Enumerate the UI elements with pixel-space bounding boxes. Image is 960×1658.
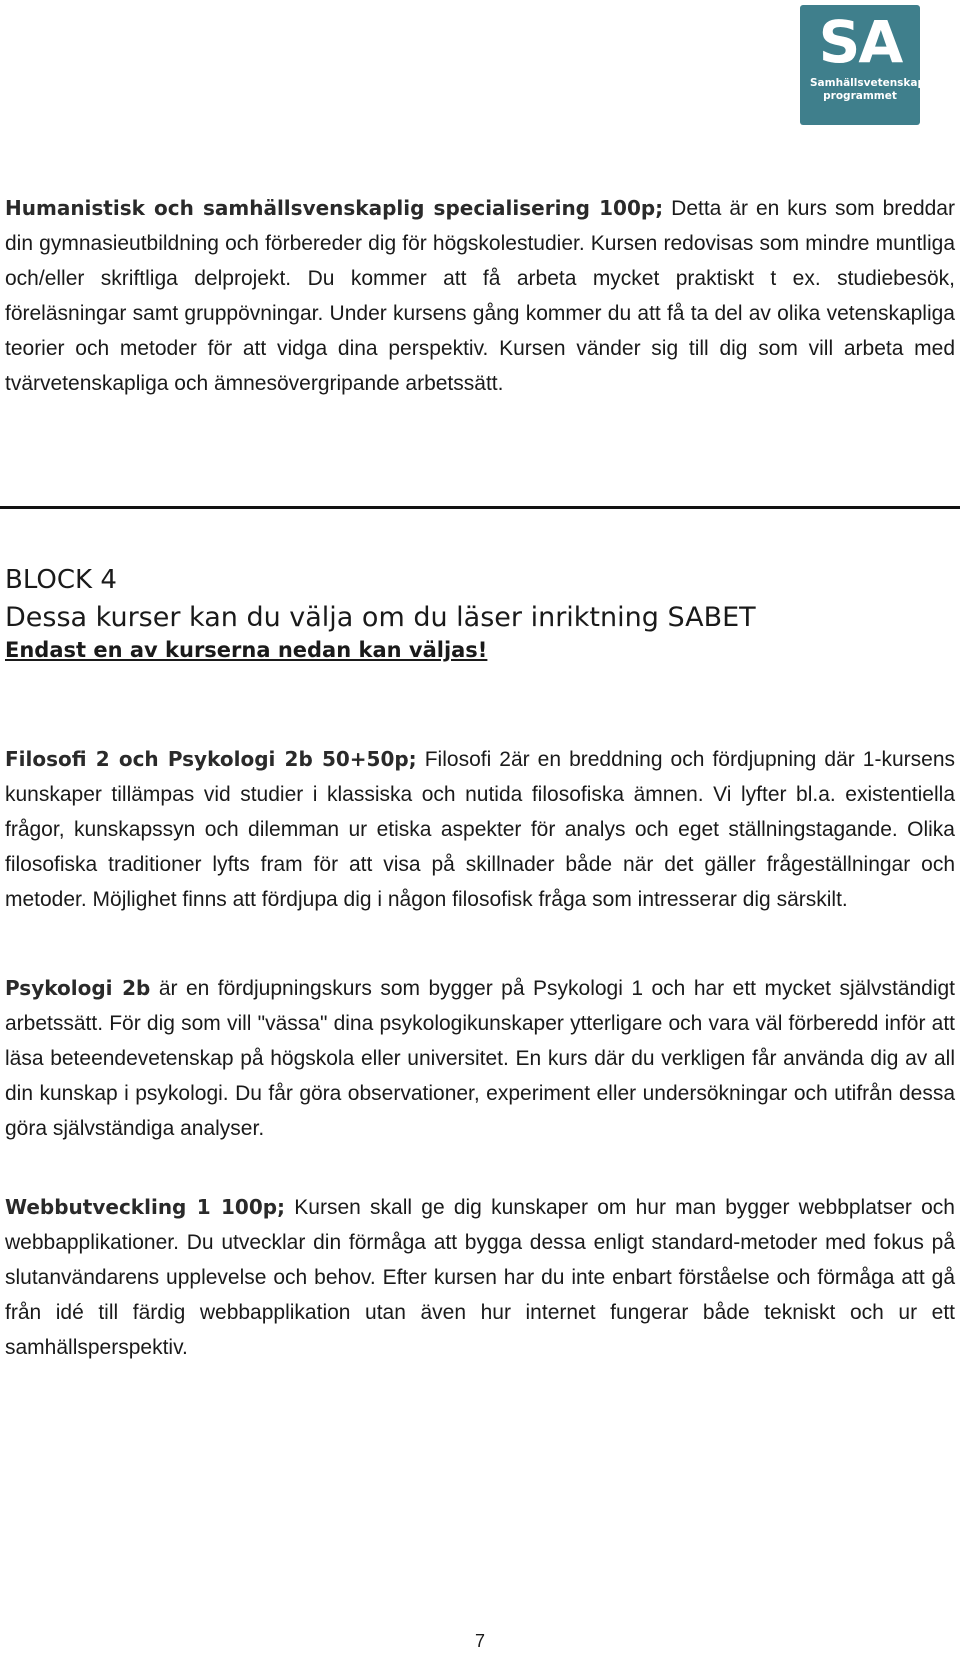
course-paragraph-webbutveckling (5, 1190, 955, 1365)
course-title: Webbutveckling 1 100p; (5, 1195, 286, 1219)
logo-subtitle (810, 77, 936, 103)
course-paragraph-filosofi (5, 742, 955, 917)
course-title: Psykologi 2b (5, 976, 151, 1000)
course-paragraph-psykologi (5, 971, 955, 1146)
logo-mark: SA (818, 8, 902, 76)
logo-subtitle-line2: programmet (823, 90, 897, 102)
section-divider (0, 506, 960, 509)
program-logo (800, 5, 936, 125)
course-title: Humanistisk och samhällsvenskaplig specialisering 100p; (5, 196, 664, 220)
course-description: Filosofi 2är en breddning och fördjupning där 1-kursens kunskaper tillämpas vid studier i klassiska och nutida filosofiska ämnen. Vi lyfter bl.a. existentiella frågor, kunskapssyn och dilemman ur etiska aspekter för analys och eget ställningstagande. Olika filosofiska traditioner lyfts fram för att visa på skillnader både när det gäller frågeställningar och metoder. Möjlighet finns att fördjupa dig i någon filosofisk fråga som intresserar dig särskilt. (5, 748, 955, 911)
course-paragraph-specialisering (5, 191, 955, 401)
course-title: Filosofi 2 och Psykologi 2b 50+50p; (5, 747, 417, 771)
course-description: Detta är en kurs som breddar din gymnasieutbildning och förbereder dig för högskolestudier. Kursen redovisas som mindre muntliga och/eller skriftliga delprojekt. Du kommer att få arbeta mycket praktiskt t ex. studiebesök, föreläsningar samt gruppövningar. Under kursens gång kommer du att få ta del av olika vetenskapliga teorier och metoder för att vidga dina perspektiv. Kursen vänder sig till dig som vill arbeta med tvärvetenskapliga och ämnesövergripande arbetssätt. (5, 197, 955, 395)
course-description: är en fördjupningskurs som bygger på Psykologi 1 och har ett mycket självständigt arbetssätt. För dig som vill "vässa" dina psykologikunskaper ytterligare och vara väl förberedd inför att läsa beteendevetenskap på högskola eller universitet. En kurs där du verkligen får använda dig av all din kunskap i psykologi. Du får göra observationer, experiment eller undersökningar och utifrån dessa göra självständiga analyser. (5, 977, 956, 1140)
block-subtitle: Dessa kurser kan du välja om du läser inriktning SABET (5, 602, 756, 633)
course-description: Kursen skall ge dig kunskaper om hur man bygger webbplatser och webbapplikationer. Du utvecklar din förmåga att bygga dessa enligt standard-metoder med fokus på slutanvändarens upplevelse och behov. Efter kursen har du inte enbart förståelse och förmåga att gå från idé till färdig webbapplikation utan även hur internet fungerar både tekniskt och ur ett samhällsperspektiv. (5, 1196, 955, 1359)
block-title: BLOCK 4 (5, 565, 117, 595)
block-note: Endast en av kurserna nedan kan väljas! (5, 638, 488, 662)
logo-subtitle-line1: Samhällsvetenskaps- (810, 77, 936, 89)
page-number: 7 (474, 1631, 485, 1651)
